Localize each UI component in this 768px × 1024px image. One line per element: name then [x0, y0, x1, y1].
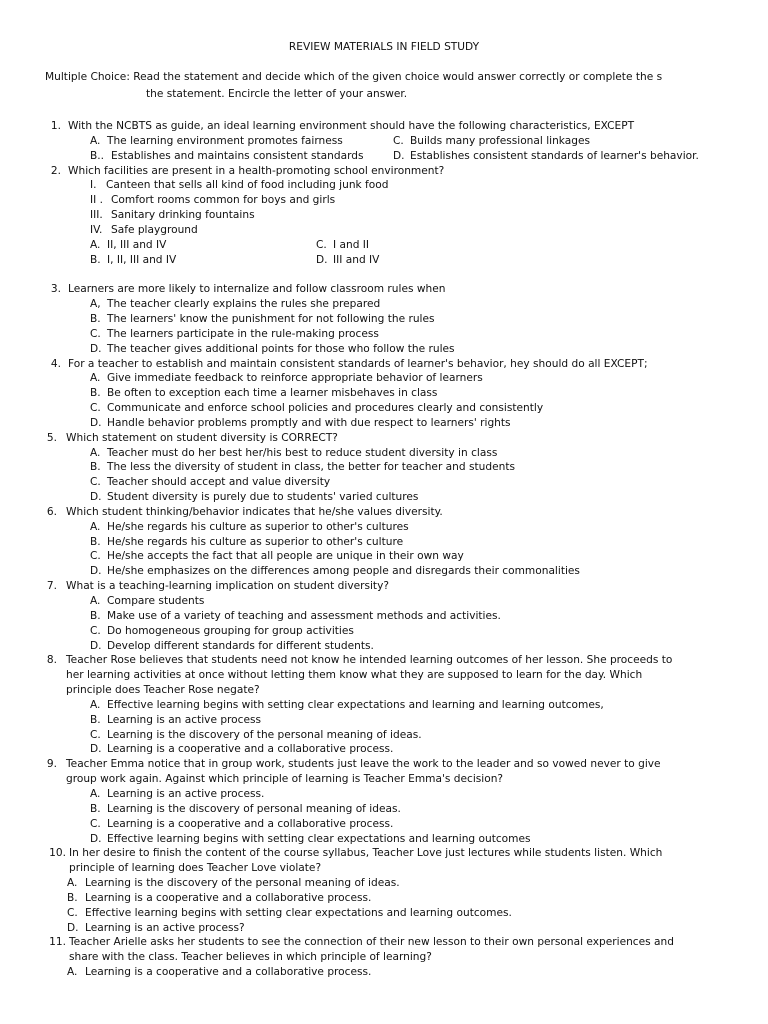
choice-text: III and IV	[333, 253, 380, 266]
choice-text: Learning is an active process?	[85, 921, 245, 934]
choice-letter: A.	[90, 520, 101, 533]
choice-row	[0, 297, 768, 312]
choice-row	[0, 728, 768, 743]
choice-letter: B.	[90, 802, 101, 815]
statement-numeral: III.	[90, 209, 103, 222]
choice-text: I, II, III and IV	[107, 253, 177, 266]
choice-text: Make use of a variety of teaching and assessment methods and activities.	[107, 609, 501, 622]
question-6	[0, 505, 768, 579]
question-number: 2.	[50, 164, 61, 177]
choice-letter: D.	[90, 639, 102, 652]
question-stem-line	[0, 935, 768, 950]
choice-letter: A.	[90, 134, 101, 147]
question-1	[0, 119, 768, 164]
choice-letter: C.	[90, 476, 101, 489]
question-5	[0, 431, 768, 505]
choice-row	[0, 342, 768, 357]
question-stem-line	[0, 282, 768, 297]
choice-letter: C.	[67, 906, 78, 919]
statement-item	[0, 178, 768, 193]
choice-text: Learning is the discovery of the personal meaning of ideas.	[85, 877, 400, 890]
choice-row	[0, 312, 768, 327]
choice-letter: B.	[90, 312, 101, 325]
choice-text: Teacher must do her best her/his best to reduce student diversity in class	[107, 446, 498, 459]
question-stem-line	[0, 653, 768, 668]
choice-text: The learners' know the punishment for not following the rules	[107, 312, 435, 325]
choice-letter: B.	[90, 713, 101, 726]
question-11	[0, 935, 768, 980]
question-7	[0, 579, 768, 653]
choice-text: Give immediate feedback to reinforce appropriate behavior of learners	[107, 372, 483, 385]
choice-letter: C.	[90, 817, 101, 830]
choice-text: He/she regards his culture as superior to other's cultures	[107, 520, 409, 533]
choice-letter: C.	[90, 327, 101, 340]
statement-text: Canteen that sells all kind of food including junk food	[106, 179, 389, 192]
question-stem-line	[0, 579, 768, 594]
choice-letter: D.	[393, 149, 405, 162]
choice-row	[0, 832, 768, 847]
choice-letter: A,	[90, 298, 101, 311]
choice-row	[0, 921, 768, 936]
choice-row	[0, 965, 768, 980]
choice-text: Builds many professional linkages	[410, 134, 591, 147]
question-10	[0, 846, 768, 935]
question-number: 5.	[46, 431, 57, 444]
question-number: 11.	[49, 936, 66, 949]
question-list	[0, 119, 768, 980]
choice-letter: A.	[90, 698, 101, 711]
choice-letter: A.	[67, 966, 78, 979]
choice-text: Learning is a cooperative and a collaborative process.	[85, 966, 372, 979]
choice-row	[0, 817, 768, 832]
question-stem: In her desire to finish the content of the course syllabus, Teacher Love just lectures while students listen. Which	[69, 847, 663, 860]
question-stem: principle does Teacher Rose negate?	[66, 684, 260, 697]
choice-text: The teacher gives additional points for those who follow the rules	[107, 342, 455, 355]
choice-text: Compare students	[107, 595, 205, 607]
question-number: 1.	[50, 120, 61, 132]
choice-letter: C.	[90, 624, 101, 637]
question-3	[0, 282, 768, 356]
choice-letter: A.	[67, 877, 78, 890]
choice-text: Communicate and enforce school policies and procedures clearly and consistently	[107, 402, 544, 415]
instructions-line-1: Multiple Choice: Read the statement and decide which of the given choice would answer correctly or complete the s	[45, 71, 663, 83]
choice-row	[0, 876, 768, 891]
choice-row	[0, 698, 768, 713]
choice-letter: B.	[90, 535, 101, 548]
statement-text: Comfort rooms common for boys and girls	[111, 194, 336, 207]
question-stem: Which statement on student diversity is CORRECT?	[66, 431, 338, 444]
choice-text: The less the diversity of student in class, the better for teacher and students	[107, 461, 515, 474]
choice-row	[0, 401, 768, 416]
choice-text: Be often to exception each time a learner misbehaves in class	[107, 387, 438, 400]
choice-row	[0, 594, 768, 609]
question-stem-line	[0, 772, 768, 787]
choice-letter: C.	[90, 402, 101, 415]
question-stem: With the NCBTS as guide, an ideal learning environment should have the following characteristics, EXCEPT	[68, 120, 635, 132]
choice-text: Learning is an active process.	[107, 787, 265, 800]
statement-numeral: IV.	[90, 223, 103, 236]
choice-text: Teacher should accept and value diversity	[107, 476, 331, 489]
question-number: 3.	[50, 283, 61, 296]
choice-row	[0, 327, 768, 342]
choice-text: Effective learning begins with setting clear expectations and learning outcomes.	[85, 906, 512, 919]
question-4	[0, 357, 768, 431]
question-stem: her learning activities at once without letting them know what they are supposed to learn for the day. Which	[66, 669, 643, 682]
question-2	[0, 164, 768, 268]
choice-letter: B.	[90, 461, 101, 474]
question-number: 6.	[46, 505, 57, 518]
choice-text: Learning is the discovery of the personal meaning of ideas.	[107, 728, 422, 741]
choice-row	[0, 149, 768, 164]
choice-letter: D.	[90, 565, 102, 578]
choice-row	[0, 802, 768, 817]
choice-letter: A.	[90, 446, 101, 459]
question-stem-line	[0, 950, 768, 965]
choice-letter: B.	[90, 609, 101, 622]
document-title: REVIEW MATERIALS IN FIELD STUDY	[288, 41, 480, 53]
statement-item	[0, 223, 768, 238]
choice-text: Develop different standards for different students.	[107, 639, 374, 652]
choice-text: Handle behavior problems promptly and with due respect to learners' rights	[107, 416, 511, 429]
question-stem: For a teacher to establish and maintain consistent standards of learner's behavior, hey should do all EXCEPT;	[68, 357, 648, 370]
choice-letter: D.	[90, 342, 102, 355]
choice-letter: D.	[90, 416, 102, 429]
choice-letter: D.	[316, 253, 328, 266]
question-stem: Teacher Arielle asks her students to see the connection of their new lesson to their own personal experiences and	[69, 936, 674, 949]
question-stem: Teacher Emma notice that in group work, students just leave the work to the leader and so vowed never to give	[66, 758, 661, 771]
statement-numeral: I.	[90, 179, 97, 192]
choice-letter: B.	[90, 387, 101, 400]
choice-row	[0, 787, 768, 802]
choice-text: He/she regards his culture as superior to other's culture	[107, 535, 404, 548]
choice-text: Learning is a cooperative and a collaborative process.	[85, 891, 372, 904]
choice-letter: D.	[90, 743, 102, 756]
question-stem-line	[0, 668, 768, 683]
choice-row	[0, 446, 768, 461]
question-stem-line	[0, 757, 768, 772]
statement-item	[0, 208, 768, 223]
choice-text: Effective learning begins with setting clear expectations and learning and learning outcomes,	[107, 698, 604, 711]
choice-row	[0, 238, 768, 253]
statement-text: Sanitary drinking fountains	[111, 209, 255, 222]
choice-letter: B.	[90, 253, 101, 266]
choice-row	[0, 490, 768, 505]
choice-letter: C.	[393, 134, 404, 147]
question-number: 7.	[46, 580, 57, 593]
question-stem: share with the class. Teacher believes in which principle of learning?	[69, 951, 432, 964]
question-number: 8.	[46, 654, 57, 667]
question-stem: Learners are more likely to internalize and follow classroom rules when	[68, 283, 446, 296]
choice-row	[0, 253, 768, 268]
question-stem: Which student thinking/behavior indicates that he/she values diversity.	[66, 505, 443, 518]
question-stem: group work again. Against which principle of learning is Teacher Emma's decision?	[66, 773, 504, 786]
choice-row	[0, 713, 768, 728]
instructions-line-2: the statement. Encircle the letter of your answer.	[146, 88, 408, 100]
question-8	[0, 653, 768, 757]
choice-text: Do homogeneous grouping for group activities	[107, 624, 354, 637]
choice-row	[0, 549, 768, 564]
choice-text: Learning is the discovery of personal meaning of ideas.	[107, 802, 401, 815]
choice-letter: A.	[90, 238, 101, 251]
choice-row	[0, 742, 768, 757]
choice-letter: A.	[90, 595, 101, 607]
question-stem: Which facilities are present in a health-promoting school environment?	[68, 164, 445, 177]
choice-letter: C.	[90, 550, 101, 563]
statement-text: Safe playground	[111, 223, 198, 236]
choice-row	[0, 134, 768, 149]
choice-text: The learning environment promotes fairness	[107, 134, 343, 147]
choice-text: The teacher clearly explains the rules she prepared	[107, 298, 381, 311]
choice-row	[0, 639, 768, 654]
question-stem-line	[0, 164, 768, 179]
question-stem-line	[0, 861, 768, 876]
statement-item	[0, 193, 768, 208]
choice-row	[0, 609, 768, 624]
question-stem-line	[0, 431, 768, 446]
choice-row	[0, 475, 768, 490]
choice-row	[0, 624, 768, 639]
choice-row	[0, 460, 768, 475]
question-stem: principle of learning does Teacher Love violate?	[69, 862, 322, 875]
question-stem: Teacher Rose believes that students need not know he intended learning outcomes of her lesson. She proceeds to	[66, 654, 673, 667]
choice-text: II, III and IV	[107, 238, 167, 251]
question-stem-line	[0, 119, 768, 134]
question-stem-line	[0, 846, 768, 861]
choice-row	[0, 416, 768, 431]
choice-text: Effective learning begins with setting clear expectations and learning outcomes	[107, 832, 531, 845]
question-number: 9.	[46, 758, 57, 771]
question-stem-line	[0, 683, 768, 698]
choice-text: Establishes and maintains consistent standards	[111, 149, 364, 162]
choice-row	[0, 891, 768, 906]
choice-row	[0, 520, 768, 535]
choice-row	[0, 535, 768, 550]
choice-text: He/she emphasizes on the differences among people and disregards their commonalities	[107, 565, 580, 578]
statement-numeral: II .	[90, 194, 103, 207]
choice-letter: A.	[90, 787, 101, 800]
choice-text: Learning is a cooperative and a collaborative process.	[107, 743, 394, 756]
choice-row	[0, 906, 768, 921]
choice-letter: D.	[67, 921, 79, 934]
choice-letter: B.	[67, 891, 78, 904]
choice-text: Learning is a cooperative and a collaborative process.	[107, 817, 394, 830]
question-stem-line	[0, 357, 768, 372]
question-9	[0, 757, 768, 846]
choice-text: I and II	[333, 238, 370, 251]
choice-row	[0, 564, 768, 579]
choice-text: He/she accepts the fact that all people are unique in their own way	[107, 550, 464, 563]
question-number: 10.	[49, 847, 66, 860]
choice-letter: C.	[316, 238, 327, 251]
spacer	[0, 267, 768, 282]
question-stem: What is a teaching-learning implication on student diversity?	[66, 580, 389, 593]
choice-text: The learners participate in the rule-making process	[107, 327, 379, 340]
choice-letter: D.	[90, 491, 102, 504]
choice-letter: C.	[90, 728, 101, 741]
choice-text: Establishes consistent standards of learner's behavior.	[410, 149, 699, 162]
choice-letter: D.	[90, 832, 102, 845]
question-stem-line	[0, 505, 768, 520]
question-number: 4.	[50, 357, 61, 370]
choice-row	[0, 371, 768, 386]
choice-text: Student diversity is purely due to students' varied cultures	[107, 491, 419, 504]
choice-row	[0, 386, 768, 401]
choice-letter: A.	[90, 372, 101, 385]
choice-letter: B..	[90, 149, 105, 162]
choice-text: Learning is an active process	[107, 713, 262, 726]
